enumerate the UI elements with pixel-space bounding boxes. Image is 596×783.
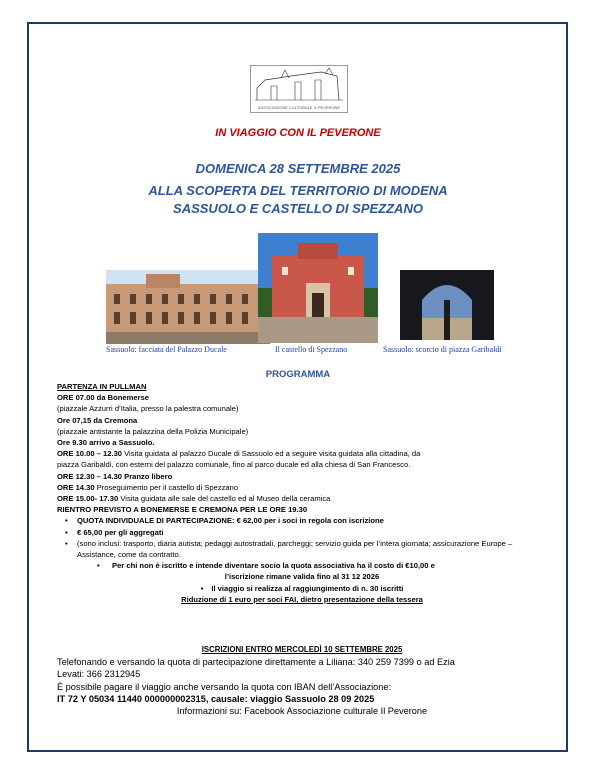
departure-heading: PARTENZA IN PULLMAN: [57, 382, 147, 391]
event-date: DOMENICA 28 SETTEMBRE 2025: [195, 161, 401, 176]
minimum-text: Il viaggio si realizza al raggiungimento di n. 30 iscritti: [211, 583, 404, 593]
schedule-line: Ore 9.30 arrivo a Sassuolo.: [57, 438, 155, 448]
schedule-line: [57, 471, 547, 482]
membership-note: • Per chi non è iscritto e intende diventare socio la quota associativa ha il costo di €10,00 e: [57, 560, 547, 571]
caption-castello: Il castello di Spezzano: [275, 345, 348, 354]
event-title: ALLA SCOPERTA DEL TERRITORIO DI MODENA: [148, 183, 448, 198]
schedule-line: ORE 07.00 da Bonemerse: [57, 393, 150, 403]
logo-caption: ASSOCIAZIONE CULTURALE IL PEVERONE: [257, 105, 341, 110]
time-range: ORE 10.00 – 12.30: [57, 449, 123, 459]
tagline: IN VIAGGIO CON IL PEVERONE: [215, 127, 381, 139]
time-range: ORE 12.30 – 14.30: [57, 471, 123, 481]
activity-text: Proseguimento per il castello di Spezzano: [94, 482, 239, 492]
schedule-line: Ore 07,15 da Cremona: [57, 415, 138, 425]
activity-text: Pranzo libero: [122, 471, 173, 481]
info-line: Informazioni su: Facebook Associazione culturale Il Peverone: [176, 706, 428, 717]
time-range: ORE 15.00- 17.30: [57, 494, 119, 504]
schedule-line: (piazzale antistante la palazzina della Polizia Municipale): [57, 426, 249, 436]
photo-palazzo-ducale: [106, 270, 270, 344]
time-range: ORE 14.30: [57, 482, 95, 492]
association-logo: [250, 65, 348, 113]
caption-palazzo-ducale: Sassuolo: facciata del Palazzo Ducale: [106, 345, 227, 354]
photo-piazza-garibaldi: [400, 270, 494, 340]
price-item: • € 65,00 per gli aggregati: [57, 527, 547, 538]
program-heading: PROGRAMMA: [265, 369, 331, 380]
minimum-participants: • Il viaggio si realizza al raggiungimento di n. 30 iscritti: [200, 583, 404, 593]
payment-reason: viaggio Sassuolo 28 09 2025: [250, 693, 375, 704]
caption-piazza-garibaldi: Sassuolo: scorcio di piazza Garibaldi: [383, 345, 502, 354]
registration-deadline: ISCRIZIONI ENTRO MERCOLEDÌ 10 SETTEMBRE 2025: [201, 645, 403, 654]
schedule-line: (piazzale Azzurri d’Italia, presso la palestra comunale): [57, 404, 239, 414]
contact-line: Levati: 366 2312945: [57, 669, 141, 680]
contact-line: Telefonando e versando la quota di partecipazione direttamente a Liliana: 340 259 7399 o ad Ezia: [57, 657, 455, 668]
castle-drawing-icon: [251, 66, 347, 106]
program-details: [57, 381, 547, 605]
included-services: • (sono inclusi: trasporto, diaria autista; pedaggi autostradali, parcheggi; servizio guida per l’intera giornata; assicurazione Europe – Assistance, come da contratto.: [57, 538, 547, 560]
payment-line: È possibile pagare il viaggio anche versando la quota con IBAN dell’Associazione:: [57, 681, 392, 692]
price-item: [57, 515, 547, 526]
schedule-line: [57, 448, 547, 459]
schedule-line: [57, 482, 547, 493]
activity-text: Visita guidata al palazzo Ducale di Sassuolo ed a seguire visita guidata alla cittadina, da: [122, 449, 421, 459]
activity-text: Visita guidata alle sale del castello ed al Museo della ceramica: [118, 494, 331, 504]
return-line: RIENTRO PREVISTO A BONEMERSE E CREMONA PER LE ORE 19.30: [57, 505, 308, 515]
schedule-line: [57, 493, 547, 504]
booking-info: [57, 644, 547, 717]
price-label: QUOTA INDIVIDUALE DI PARTECIPAZIONE: € 62,00: [77, 516, 262, 526]
iban-number: IT 72 Y 05034 11440 000000002315, causale:: [57, 693, 251, 704]
event-subtitle: SASSUOLO E CASTELLO DI SPEZZANO: [173, 201, 423, 216]
price-note: per i soci in regola con iscrizione: [261, 516, 384, 526]
schedule-line: piazza Garibaldi, con esterni del palazzo comunale, fino al parco ducale ed alla chiesa di San Francesco.: [57, 460, 411, 470]
fai-discount: Riduzione di 1 euro per soci FAI, dietro presentazione della tessera: [181, 594, 423, 604]
photo-castello-spezzano: [258, 233, 378, 343]
iban-line: [57, 693, 547, 705]
membership-validity: l’iscrizione rimane valida fino al 31 12 2026: [224, 572, 380, 582]
